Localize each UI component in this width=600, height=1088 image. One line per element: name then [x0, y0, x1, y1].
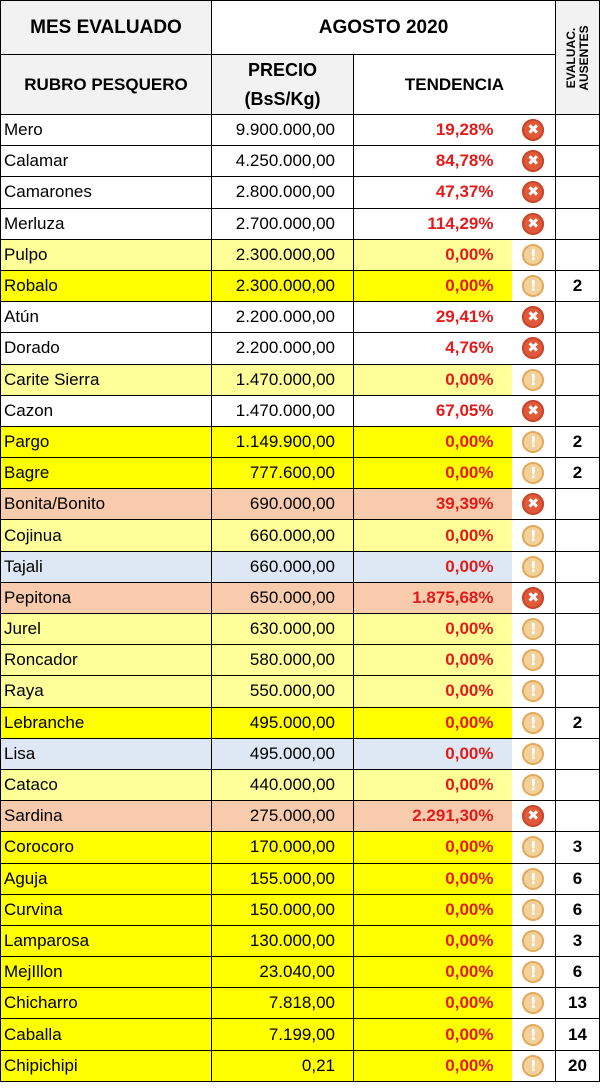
price-value: 660.000,00: [212, 520, 354, 551]
table-row: [1, 333, 600, 364]
table-row: [1, 645, 600, 676]
trend-percent: 4,76%: [354, 333, 512, 364]
trend-percent: 0,00%: [354, 426, 512, 457]
trend-percent: 0,00%: [354, 738, 512, 769]
species-name: Tajali: [1, 551, 212, 582]
price-value: 2.700.000,00: [212, 208, 354, 239]
absent-count: 6: [556, 863, 600, 894]
trend-icon-cell: [512, 988, 556, 1019]
cross-circle-icon: ✖: [522, 337, 544, 359]
exclamation-circle-icon: !: [522, 961, 544, 983]
table-row: [1, 1019, 600, 1050]
trend-percent: 29,41%: [354, 302, 512, 333]
species-name: Bonita/Bonito: [1, 489, 212, 520]
cross-circle-icon: ✖: [522, 181, 544, 203]
table-row: [1, 676, 600, 707]
absent-evaluations-header: [556, 1, 600, 115]
trend-icon-cell: [512, 395, 556, 426]
table-row: [1, 520, 600, 551]
cross-circle-icon: ✖: [522, 306, 544, 328]
trend-percent: 0,00%: [354, 988, 512, 1019]
precio-label-line2: (BsS/Kg): [244, 88, 321, 109]
exclamation-circle-icon: !: [522, 712, 544, 734]
exclamation-circle-icon: !: [522, 836, 544, 858]
species-name: Robalo: [1, 270, 212, 301]
table-row: [1, 551, 600, 582]
trend-icon-cell: [512, 769, 556, 800]
absent-count: [556, 146, 600, 177]
header-row-2: [1, 55, 600, 115]
trend-icon-cell: [512, 177, 556, 208]
species-name: Atún: [1, 302, 212, 333]
price-value: 580.000,00: [212, 645, 354, 676]
species-name: Lamparosa: [1, 925, 212, 956]
trend-icon-cell: [512, 582, 556, 613]
table-row: [1, 489, 600, 520]
absent-count: [556, 489, 600, 520]
cross-circle-icon: ✖: [522, 805, 544, 827]
exclamation-circle-icon: !: [522, 774, 544, 796]
trend-percent: 0,00%: [354, 769, 512, 800]
exclamation-circle-icon: !: [522, 618, 544, 640]
price-value: 2.300.000,00: [212, 239, 354, 270]
absent-count: [556, 333, 600, 364]
absent-count: 6: [556, 957, 600, 988]
absent-count: [556, 769, 600, 800]
table-row: [1, 270, 600, 301]
species-name: Corocoro: [1, 832, 212, 863]
table-row: [1, 614, 600, 645]
trend-percent: 0,00%: [354, 707, 512, 738]
exclamation-circle-icon: !: [522, 431, 544, 453]
trend-percent: 0,00%: [354, 676, 512, 707]
absent-count: [556, 520, 600, 551]
species-name: Aguja: [1, 863, 212, 894]
exclamation-circle-icon: !: [522, 244, 544, 266]
species-name: Mero: [1, 115, 212, 146]
species-name: Merluza: [1, 208, 212, 239]
price-value: 130.000,00: [212, 925, 354, 956]
exclamation-circle-icon: !: [522, 462, 544, 484]
trend-icon-cell: [512, 333, 556, 364]
exclamation-circle-icon: !: [522, 275, 544, 297]
absent-count: 14: [556, 1019, 600, 1050]
trend-icon-cell: [512, 458, 556, 489]
table-row: [1, 115, 600, 146]
absent-count: 13: [556, 988, 600, 1019]
price-value: 0,21: [212, 1050, 354, 1081]
table-row: [1, 988, 600, 1019]
price-value: 150.000,00: [212, 894, 354, 925]
species-name: Curvina: [1, 894, 212, 925]
trend-icon-cell: [512, 520, 556, 551]
price-value: 23.040,00: [212, 957, 354, 988]
price-value: 2.200.000,00: [212, 333, 354, 364]
species-name: Caballa: [1, 1019, 212, 1050]
exclamation-circle-icon: !: [522, 1055, 544, 1077]
trend-percent: 0,00%: [354, 894, 512, 925]
trend-percent: 0,00%: [354, 1050, 512, 1081]
trend-percent: 39,39%: [354, 489, 512, 520]
trend-percent: 114,29%: [354, 208, 512, 239]
trend-icon-cell: [512, 270, 556, 301]
trend-icon-cell: [512, 239, 556, 270]
table-row: [1, 832, 600, 863]
table-row: [1, 239, 600, 270]
price-value: 2.300.000,00: [212, 270, 354, 301]
table-row: [1, 364, 600, 395]
mes-evaluado-label: MES EVALUADO: [1, 1, 212, 55]
absent-count: [556, 582, 600, 613]
cross-circle-icon: ✖: [522, 400, 544, 422]
trend-icon-cell: [512, 801, 556, 832]
table-row: [1, 769, 600, 800]
species-name: MejIllon: [1, 957, 212, 988]
price-value: 170.000,00: [212, 832, 354, 863]
absent-count: [556, 208, 600, 239]
species-name: Lebranche: [1, 707, 212, 738]
species-name: Pulpo: [1, 239, 212, 270]
absent-header-wrap: [556, 1, 599, 114]
price-value: 440.000,00: [212, 769, 354, 800]
table-row: [1, 863, 600, 894]
price-value: 495.000,00: [212, 707, 354, 738]
trend-percent: 0,00%: [354, 1019, 512, 1050]
trend-icon-cell: [512, 551, 556, 582]
price-value: 1.149.900,00: [212, 426, 354, 457]
species-name: Cojinua: [1, 520, 212, 551]
trend-icon-cell: [512, 115, 556, 146]
trend-percent: 0,00%: [354, 458, 512, 489]
exclamation-circle-icon: !: [522, 680, 544, 702]
exclamation-circle-icon: !: [522, 868, 544, 890]
exclamation-circle-icon: !: [522, 556, 544, 578]
absent-count: [556, 551, 600, 582]
table-row: [1, 146, 600, 177]
absent-count: 3: [556, 832, 600, 863]
price-value: 1.470.000,00: [212, 364, 354, 395]
table-row: [1, 177, 600, 208]
exclamation-circle-icon: !: [522, 369, 544, 391]
price-value: 495.000,00: [212, 738, 354, 769]
trend-percent: 0,00%: [354, 863, 512, 894]
species-name: Chicharro: [1, 988, 212, 1019]
table-row: [1, 801, 600, 832]
absent-count: [556, 395, 600, 426]
table-row: [1, 925, 600, 956]
absent-count: [556, 115, 600, 146]
trend-percent: 0,00%: [354, 239, 512, 270]
absent-count: 2: [556, 270, 600, 301]
table-row: [1, 738, 600, 769]
cross-circle-icon: ✖: [522, 150, 544, 172]
price-value: 690.000,00: [212, 489, 354, 520]
table-row: [1, 208, 600, 239]
trend-percent: 0,00%: [354, 270, 512, 301]
cross-circle-icon: ✖: [522, 119, 544, 141]
table-row: [1, 1050, 600, 1081]
trend-percent: 0,00%: [354, 645, 512, 676]
exclamation-circle-icon: !: [522, 743, 544, 765]
trend-percent: 67,05%: [354, 395, 512, 426]
trend-icon-cell: [512, 614, 556, 645]
precio-label: [212, 55, 354, 115]
absent-count: 2: [556, 707, 600, 738]
species-name: Pargo: [1, 426, 212, 457]
trend-icon-cell: [512, 302, 556, 333]
table-row: [1, 302, 600, 333]
rubro-pesquero-label: RUBRO PESQUERO: [1, 55, 212, 115]
price-value: 155.000,00: [212, 863, 354, 894]
price-value: 1.470.000,00: [212, 395, 354, 426]
price-value: 7.199,00: [212, 1019, 354, 1050]
tendencia-label: TENDENCIA: [354, 55, 556, 115]
species-name: Cataco: [1, 769, 212, 800]
absent-evaluations-label: EVALUAC. AUSENTES: [563, 24, 591, 91]
price-value: 777.600,00: [212, 458, 354, 489]
species-name: Carite Sierra: [1, 364, 212, 395]
price-value: 2.200.000,00: [212, 302, 354, 333]
trend-percent: 19,28%: [354, 115, 512, 146]
exclamation-circle-icon: !: [522, 649, 544, 671]
trend-percent: 0,00%: [354, 520, 512, 551]
table-row: [1, 458, 600, 489]
exclamation-circle-icon: !: [522, 930, 544, 952]
price-value: 9.900.000,00: [212, 115, 354, 146]
trend-icon-cell: [512, 894, 556, 925]
species-name: Cazon: [1, 395, 212, 426]
absent-count: [556, 364, 600, 395]
table-row: [1, 707, 600, 738]
trend-icon-cell: [512, 925, 556, 956]
species-name: Dorado: [1, 333, 212, 364]
absent-count: [556, 302, 600, 333]
species-name: Raya: [1, 676, 212, 707]
trend-percent: 0,00%: [354, 551, 512, 582]
trend-icon-cell: [512, 146, 556, 177]
absent-count: 6: [556, 894, 600, 925]
table-row: [1, 582, 600, 613]
species-name: Camarones: [1, 177, 212, 208]
absent-count: 3: [556, 925, 600, 956]
absent-count: 20: [556, 1050, 600, 1081]
trend-percent: 0,00%: [354, 832, 512, 863]
trend-percent: 2.291,30%: [354, 801, 512, 832]
trend-icon-cell: [512, 426, 556, 457]
species-name: Chipichipi: [1, 1050, 212, 1081]
absent-count: [556, 738, 600, 769]
trend-icon-cell: [512, 364, 556, 395]
table-row: [1, 957, 600, 988]
trend-percent: 84,78%: [354, 146, 512, 177]
month-value: AGOSTO 2020: [212, 1, 556, 55]
trend-icon-cell: [512, 208, 556, 239]
trend-icon-cell: [512, 707, 556, 738]
exclamation-circle-icon: !: [522, 1024, 544, 1046]
cross-circle-icon: ✖: [522, 587, 544, 609]
trend-percent: 0,00%: [354, 957, 512, 988]
trend-icon-cell: [512, 1050, 556, 1081]
species-name: Jurel: [1, 614, 212, 645]
trend-icon-cell: [512, 832, 556, 863]
exclamation-circle-icon: !: [522, 899, 544, 921]
price-value: 630.000,00: [212, 614, 354, 645]
trend-percent: 1.875,68%: [354, 582, 512, 613]
trend-icon-cell: [512, 957, 556, 988]
species-name: Pepitona: [1, 582, 212, 613]
price-value: 2.800.000,00: [212, 177, 354, 208]
trend-icon-cell: [512, 738, 556, 769]
table-row: [1, 894, 600, 925]
absent-count: [556, 614, 600, 645]
trend-percent: 0,00%: [354, 614, 512, 645]
absent-count: [556, 801, 600, 832]
trend-icon-cell: [512, 863, 556, 894]
table-row: [1, 426, 600, 457]
species-name: Roncador: [1, 645, 212, 676]
cross-circle-icon: ✖: [522, 213, 544, 235]
absent-count: [556, 239, 600, 270]
table-row: [1, 395, 600, 426]
trend-icon-cell: [512, 1019, 556, 1050]
absent-count: 2: [556, 458, 600, 489]
trend-icon-cell: [512, 645, 556, 676]
price-value: 4.250.000,00: [212, 146, 354, 177]
absent-count: [556, 676, 600, 707]
species-name: Bagre: [1, 458, 212, 489]
trend-percent: 0,00%: [354, 925, 512, 956]
cross-circle-icon: ✖: [522, 493, 544, 515]
price-value: 550.000,00: [212, 676, 354, 707]
absent-count: [556, 645, 600, 676]
species-name: Calamar: [1, 146, 212, 177]
trend-percent: 47,37%: [354, 177, 512, 208]
exclamation-circle-icon: !: [522, 992, 544, 1014]
species-name: Lisa: [1, 738, 212, 769]
precio-label-line1: PRECIO: [247, 59, 317, 80]
absent-count: [556, 177, 600, 208]
trend-percent: 0,00%: [354, 364, 512, 395]
species-name: Sardina: [1, 801, 212, 832]
header-row-1: [1, 1, 600, 55]
price-value: 660.000,00: [212, 551, 354, 582]
exclamation-circle-icon: !: [522, 525, 544, 547]
trend-icon-cell: [512, 489, 556, 520]
absent-count: 2: [556, 426, 600, 457]
price-value: 7.818,00: [212, 988, 354, 1019]
price-value: 650.000,00: [212, 582, 354, 613]
price-value: 275.000,00: [212, 801, 354, 832]
trend-icon-cell: [512, 676, 556, 707]
